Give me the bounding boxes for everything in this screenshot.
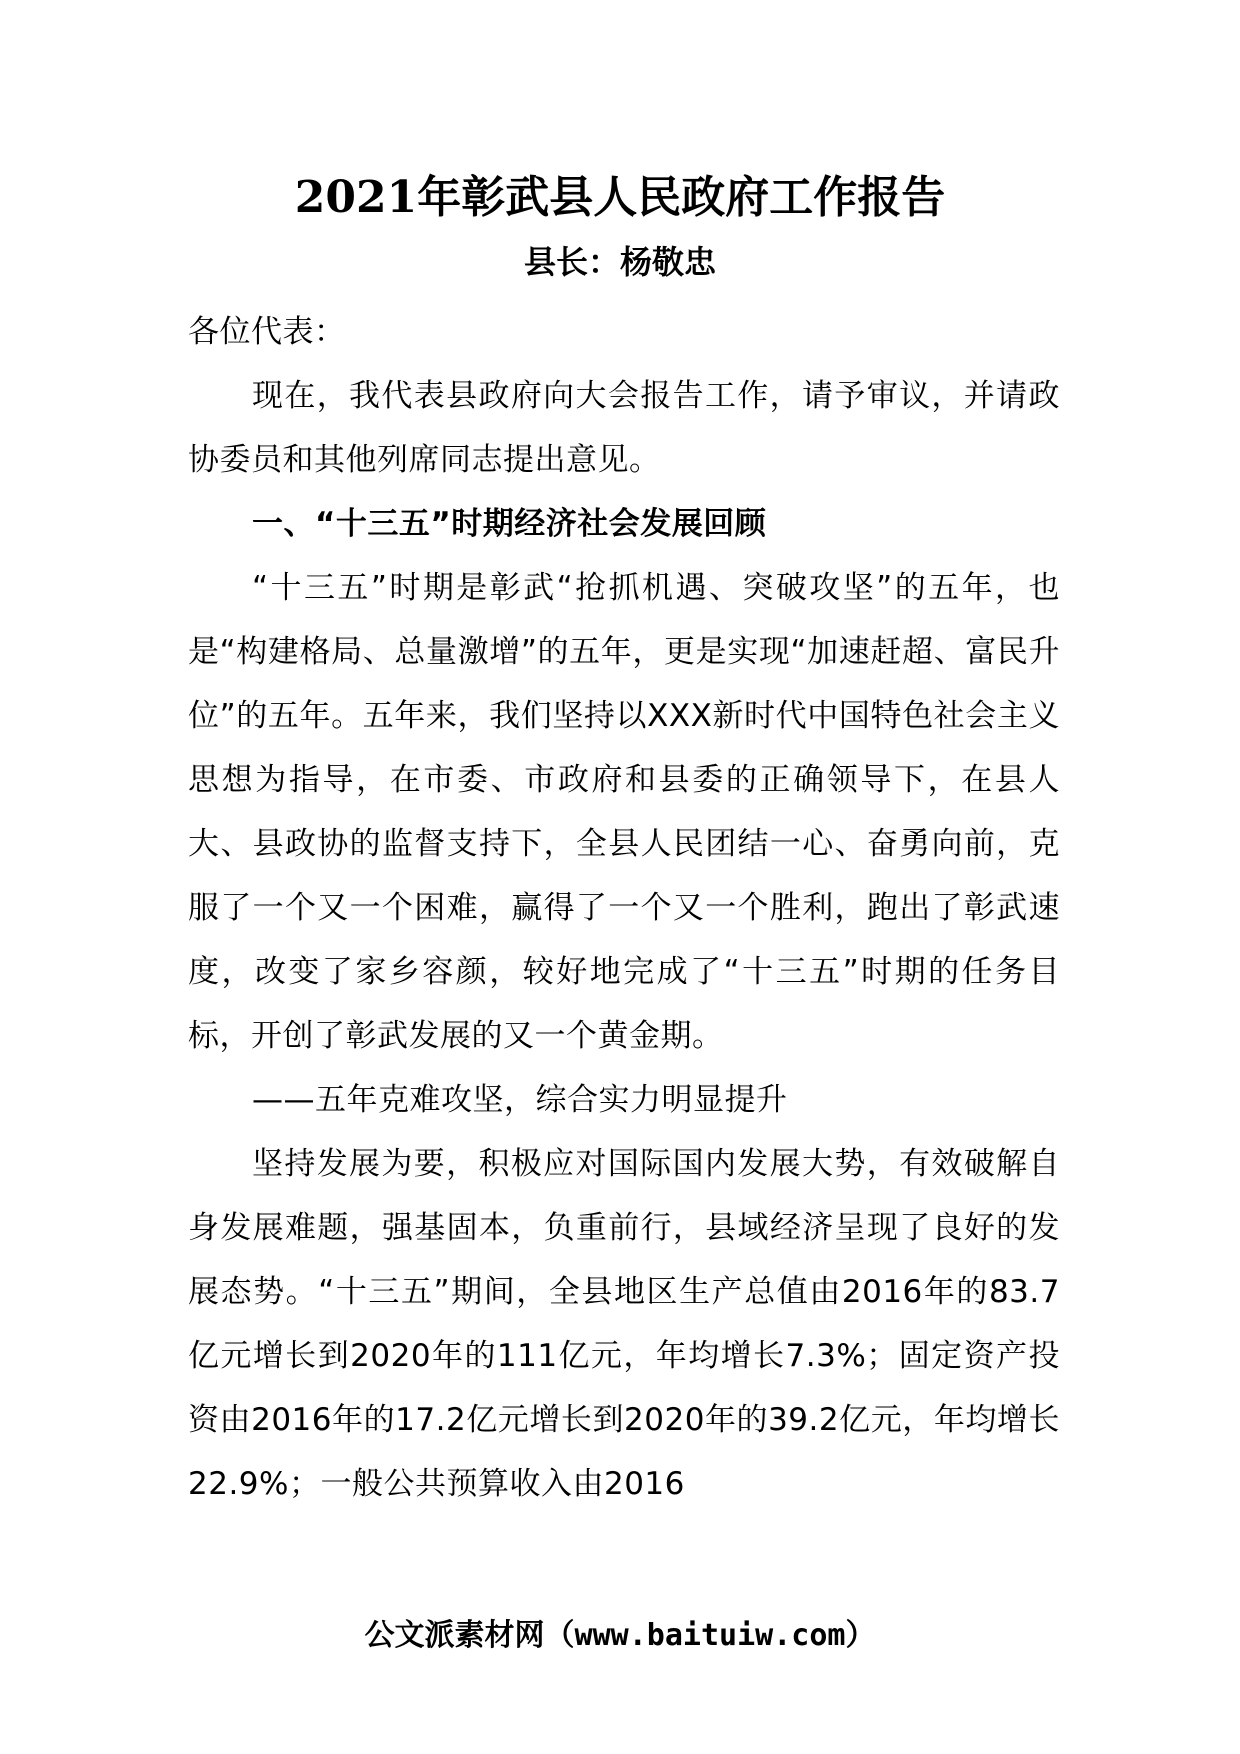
salutation: 各位代表：	[188, 314, 346, 350]
document-title: 2021年彰武县人民政府工作报告	[294, 172, 946, 223]
footer-watermark: 公文派素材网（www.baituiw.com）	[364, 1618, 876, 1653]
paragraph-review: “十三五”时期是彰武“抢抓机遇、突破攻坚”的五年，也是“构建格局、总量激增”的五年，更是实现“加速赶超、富民升位”的五年。五年来，我们坚持以XXX新时代中国特色社会主义思想为指导，在市委、市政府和县委的正确领导下，在县人大、县政协的监督支持下，全县人民团结一心、奋勇向前，克服了一个又一个困难，赢得了一个又一个胜利，跑出了彰武速度，改变了家乡容颜，较好地完成了“十三五”时期的任务目标，开创了彰武发展的又一个黄金期。	[188, 570, 1060, 1054]
paragraph-intro: 现在，我代表县政府向大会报告工作，请予审议，并请政协委员和其他列席同志提出意见。	[188, 378, 1060, 478]
document-body	[188, 300, 1060, 1516]
paragraph-economy: 坚持发展为要，积极应对国际国内发展大势，有效破解自身发展难题，强基固本，负重前行，县域经济呈现了良好的发展态势。“十三五”期间，全县地区生产总值由2016年的83.7亿元增长到2020年的111亿元，年均增长7.3%；固定资产投资由2016年的17.2亿元增长到2020年的39.2亿元，年均增长22.9%；一般公共预算收入由2016	[188, 1146, 1060, 1502]
author-line: 县长：杨敬忠	[523, 243, 716, 281]
sub-heading: ——五年克难攻坚，综合实力明显提升	[252, 1082, 788, 1118]
section-heading: 一、“十三五”时期经济社会发展回顾	[252, 506, 767, 542]
